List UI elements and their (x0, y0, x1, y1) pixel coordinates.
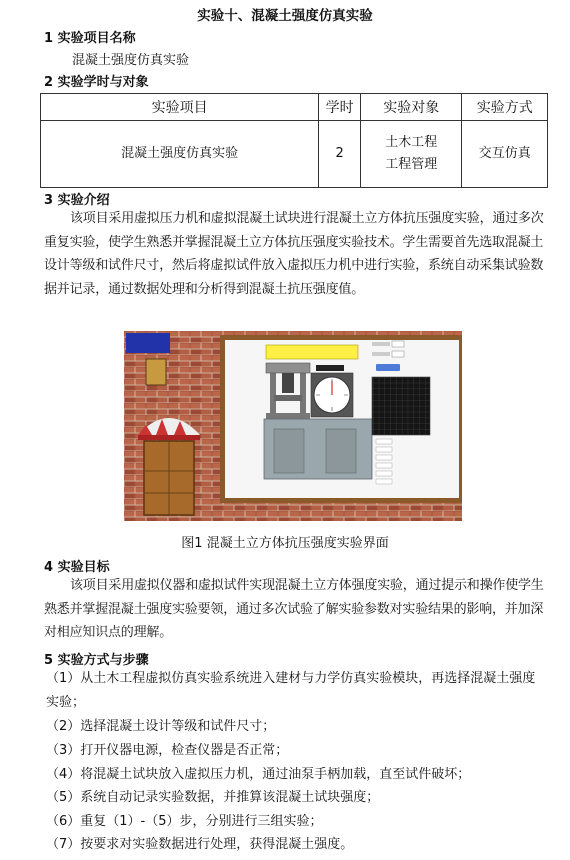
section-5-heading: 5 实验方式与步骤 (44, 653, 149, 668)
step-item: （7）按要求对实验数据进行处理，获得混凝土强度。 (46, 837, 354, 852)
table-cell-hours: 2 (319, 121, 361, 188)
target-line-2: 工程管理 (385, 157, 438, 172)
page-title: 实验十、混凝土强度仿真实验 (197, 8, 373, 24)
table-cell-mode: 交互仿真 (462, 121, 548, 188)
info-panel (126, 333, 170, 353)
grade-select (392, 341, 404, 347)
size-select (392, 351, 404, 357)
digital-display (316, 365, 344, 371)
step-item: （3）打开仪器电源，检查仪器是否正常； (46, 743, 289, 758)
step-item: （6）重复（1）-（5）步，分别进行三组实验； (46, 814, 323, 829)
experiment-figure (124, 331, 462, 521)
section-4-heading: 4 实验目标 (44, 560, 110, 575)
section-4-text: 该项目采用虚拟仪器和虚拟试件实现混凝土立方体强度实验，通过提示和操作使学生熟悉并掌握混凝土强度实验要领，通过多次试验了解实验参数对实验结果的影响，并加深对相应知识点的理解。 (44, 578, 544, 640)
table-header-cell: 实验对象 (361, 94, 462, 121)
figure-caption: 图1 混凝土立方体抗压强度实验界面 (181, 536, 389, 551)
section-3-text: 该项目采用虚拟压力机和虚拟混凝土试块进行混凝土立方体抗压强度实验，通过多次重复实验，使学生熟悉并掌握混凝土立方体抗压强度实验技术。学生需要首先选取混凝土设计等级和试件尺寸，然后将虚拟试件放入虚拟压力机中进行实验，系统自动采集试验数据并记录，通过数据处理和分析得到混凝土抗压强度值。 (44, 211, 544, 297)
hint-box (266, 345, 358, 359)
table-header-cell: 学时 (319, 94, 361, 121)
table-cell-target (361, 121, 462, 188)
start-button (376, 364, 400, 371)
course-table (40, 93, 548, 188)
target-line-1: 土木工程 (385, 135, 438, 150)
section-3-heading: 3 实验介绍 (44, 193, 110, 208)
table-header-cell: 实验方式 (462, 94, 548, 121)
step-item: （5）系统自动记录实验数据，并推算该混凝土试块强度； (46, 790, 380, 805)
table-header-cell: 实验项目 (41, 94, 319, 121)
step-item: （1）从土木工程虚拟仿真实验系统进入建材与力学仿真实验模块，再选择混凝土强度实验； (46, 671, 536, 710)
section-2-heading: 2 实验学时与对象 (44, 75, 149, 90)
table-cell-project: 混凝土强度仿真实验 (41, 121, 319, 188)
press-machine (266, 363, 310, 373)
step-item: （2）选择混凝土设计等级和试件尺寸； (46, 719, 276, 734)
step-item: （4）将混凝土试块放入虚拟压力机，通过油泵手柄加载，直至试件破坏； (46, 767, 471, 782)
section-1-text: 混凝土强度仿真实验 (72, 53, 190, 68)
section-1-heading: 1 实验项目名称 (44, 31, 136, 46)
table-header-row (41, 94, 548, 121)
curve-grid (372, 377, 430, 435)
table-row (41, 121, 548, 188)
experiment-interface-illustration (124, 331, 462, 521)
